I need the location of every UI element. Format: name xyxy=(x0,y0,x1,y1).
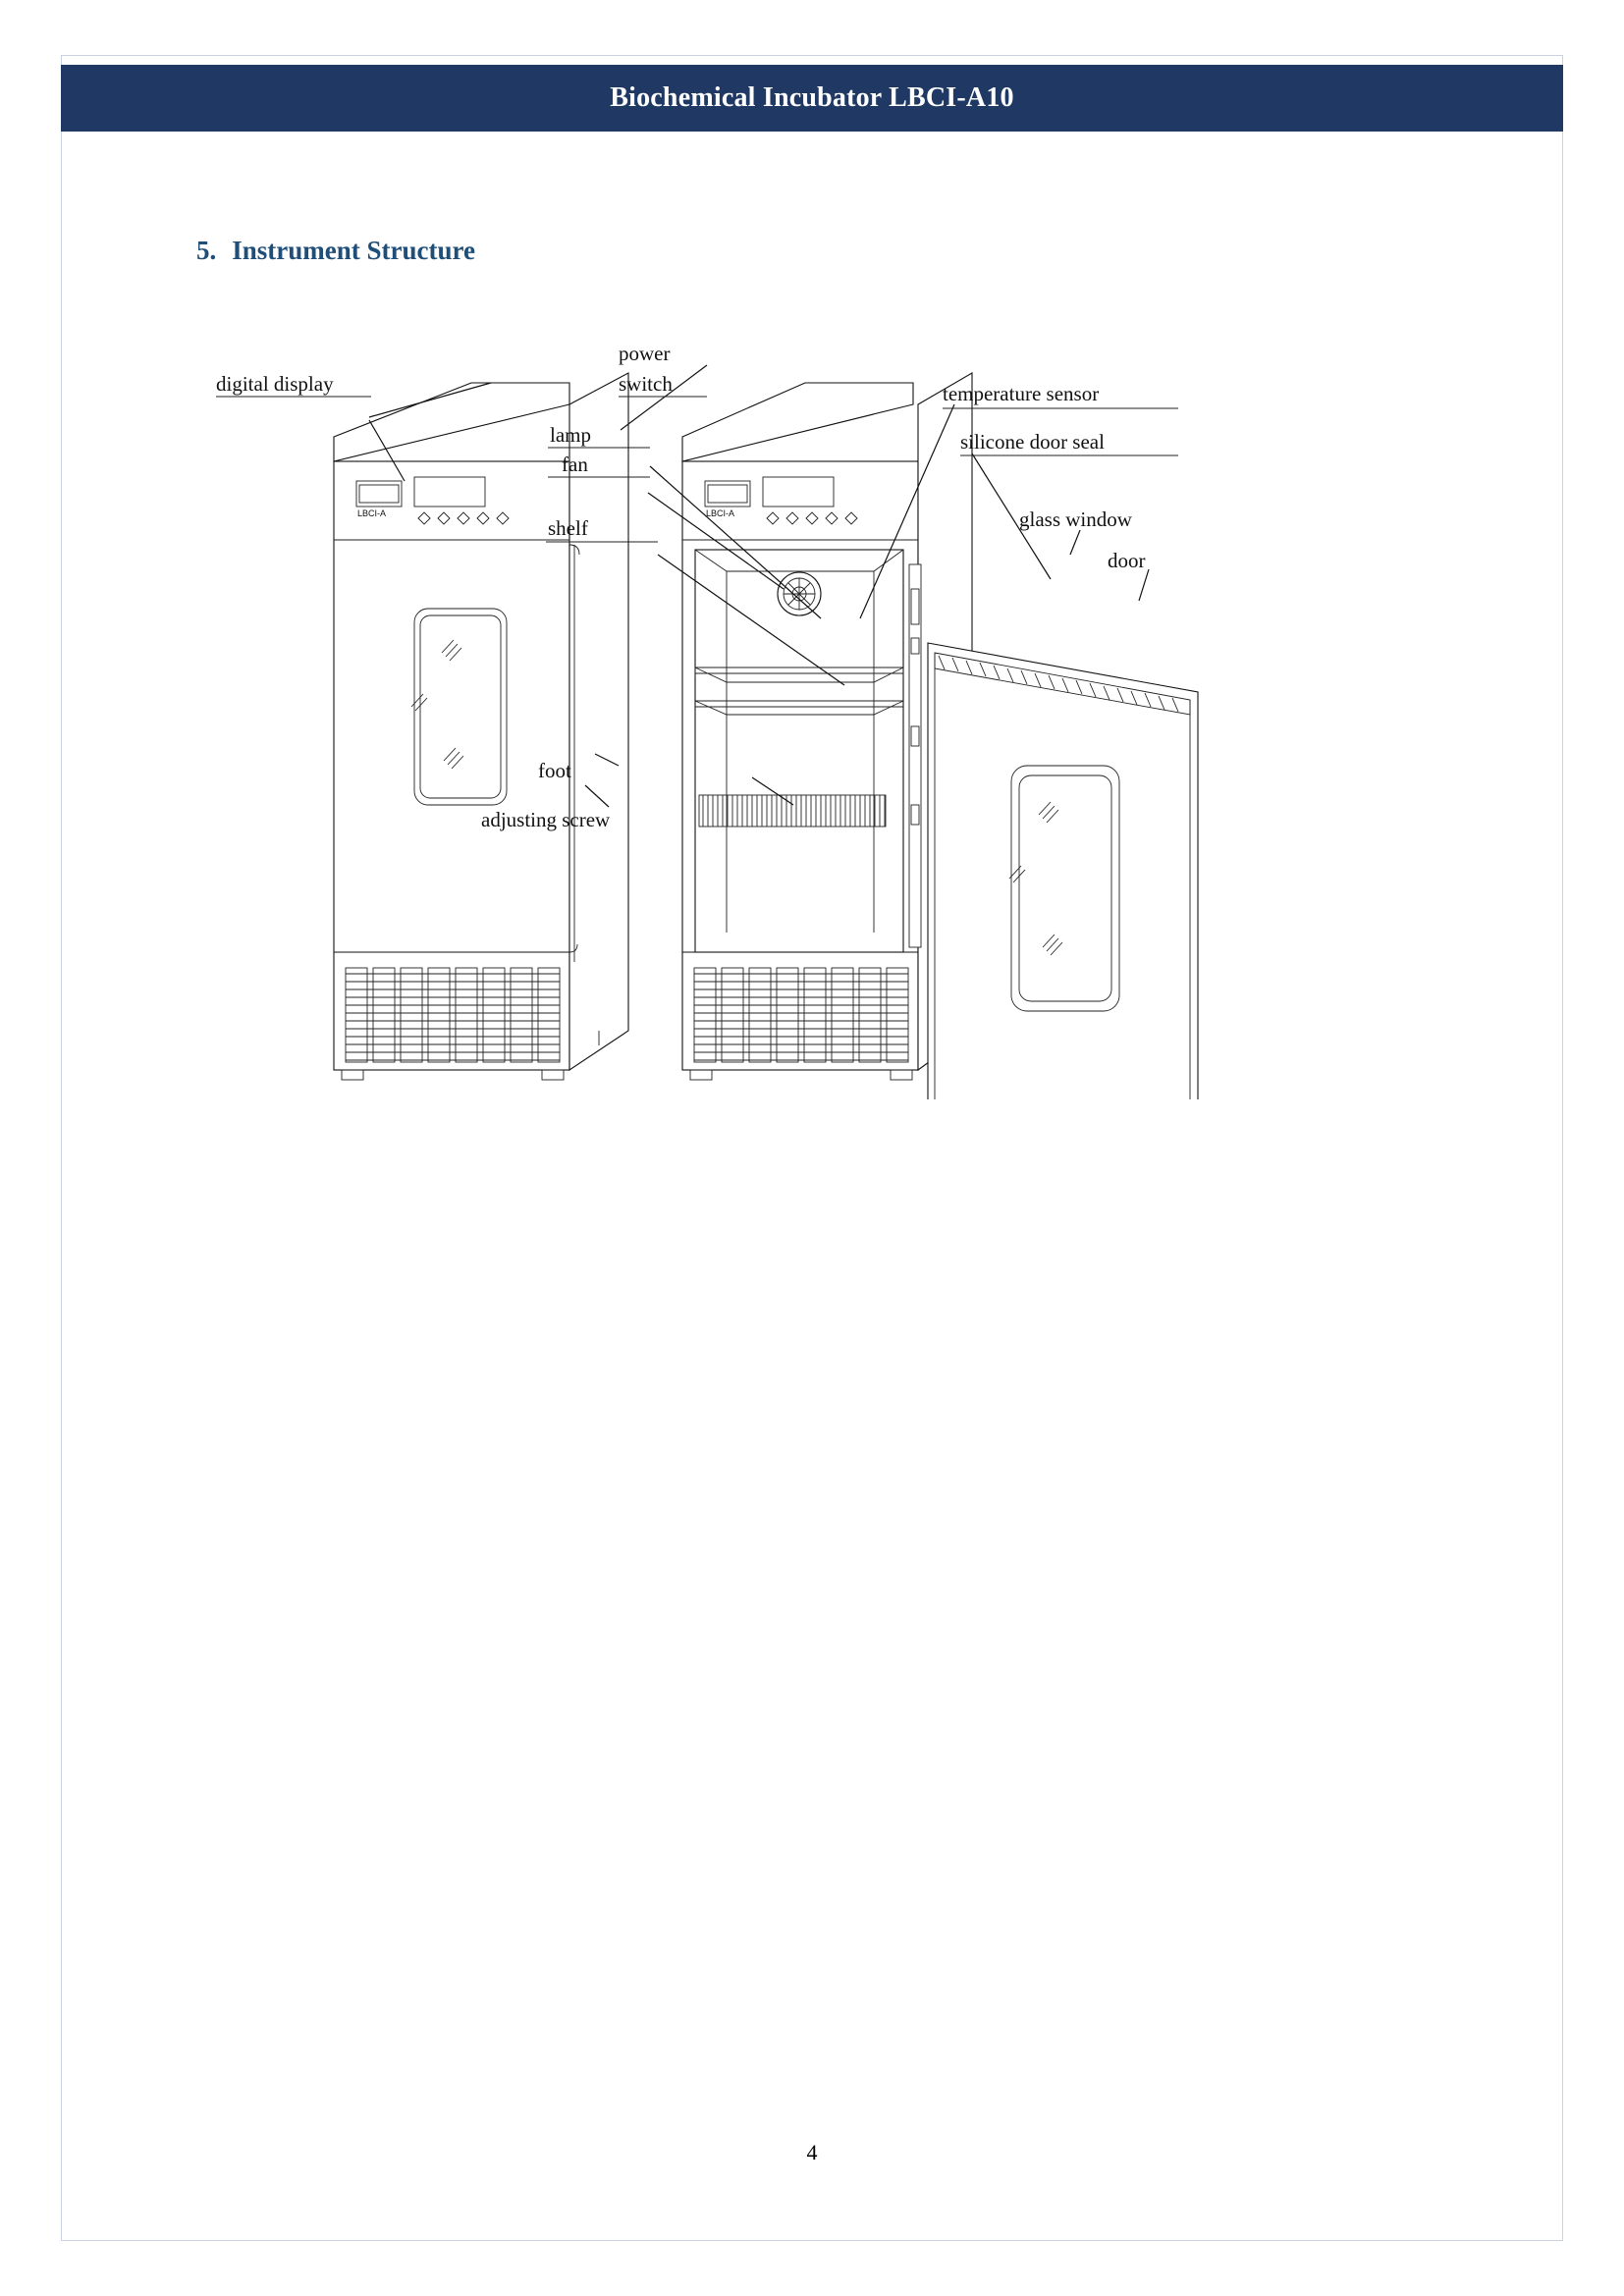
section-heading xyxy=(196,236,475,266)
label-digital-display: digital display xyxy=(216,372,334,396)
label-adjusting-screw: adjusting screw xyxy=(481,808,611,831)
chamber-fan xyxy=(778,572,821,615)
section-title: Instrument Structure xyxy=(232,236,475,265)
open-incubator-drawing xyxy=(682,373,1198,1099)
page-number: 4 xyxy=(806,2140,818,2164)
label-fan: fan xyxy=(562,453,588,476)
label-door: door xyxy=(1108,549,1146,572)
instrument-structure-figure xyxy=(196,344,1473,1099)
label-lamp: lamp xyxy=(550,423,591,447)
document-title: Biochemical Incubator LBCI-A10 xyxy=(610,82,1014,113)
label-power: power xyxy=(619,344,671,365)
door-hinge-column xyxy=(909,564,921,947)
label-shelf: shelf xyxy=(548,516,588,540)
closed-incubator-drawing xyxy=(334,373,628,1080)
panel-brand-text: LBCI-A xyxy=(706,508,735,518)
door-glass-window xyxy=(1009,766,1119,1011)
label-glass-window: glass window xyxy=(1019,507,1132,531)
svg-text:LBCI-A: LBCI-A xyxy=(357,508,387,518)
label-silicone-door-seal: silicone door seal xyxy=(960,430,1105,454)
label-temperature-sensor: temperature sensor xyxy=(943,382,1100,405)
section-number: 5. xyxy=(196,236,217,265)
document-header-bar xyxy=(61,65,1563,132)
label-switch: switch xyxy=(619,372,673,396)
label-foot: foot xyxy=(538,759,571,782)
open-door xyxy=(928,643,1198,1099)
